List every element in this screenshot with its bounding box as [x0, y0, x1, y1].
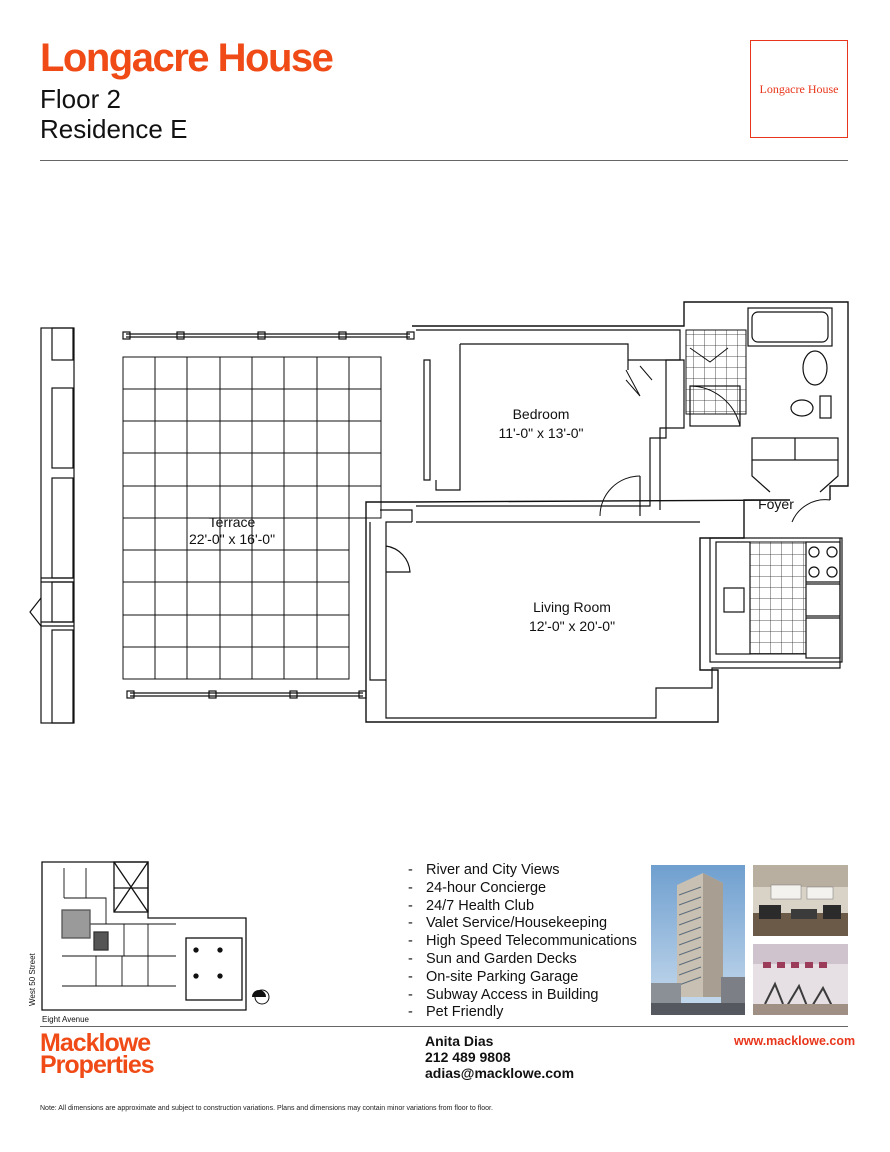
company-logo: Macklowe Properties: [40, 1029, 154, 1079]
contact-block: [425, 1033, 574, 1081]
bedroom-dims: 11'-0" x 13'-0": [498, 425, 584, 441]
amenities-list: [408, 862, 637, 1022]
amenity-item: - Sun and Garden Decks: [408, 950, 577, 967]
foyer-label: Foyer: [758, 496, 794, 512]
living-room-name: Living Room: [533, 599, 611, 615]
amenity-item: - Pet Friendly: [408, 1004, 504, 1021]
amenity-item: - High Speed Telecommunications: [408, 933, 637, 950]
terrace-name: Terrace: [208, 514, 256, 530]
terrace-railing-top: [123, 332, 414, 339]
amenity-item: - 24/7 Health Club: [408, 897, 535, 914]
amenity-item: - River and City Views: [408, 862, 560, 878]
contact-name: Anita Dias: [425, 1033, 494, 1049]
floor-plan: [0, 290, 890, 740]
bedroom-name: Bedroom: [512, 406, 570, 422]
website-link[interactable]: www.macklowe.com: [734, 1034, 856, 1048]
avenue-label: Eight Avenue: [42, 1015, 90, 1024]
building-logo: [750, 40, 848, 138]
amenity-item: - 24-hour Concierge: [408, 879, 547, 896]
terrace-railing-bottom: [127, 691, 366, 698]
disclaimer-note: Note: All dimensions are approximate and subject to construction variations. Plans and dimensions may contain minor variations from floor to floor.: [40, 1105, 493, 1112]
facade-strip: [30, 328, 74, 723]
footer-divider: [40, 1026, 848, 1027]
amenity-item: - Valet Service/Housekeeping: [408, 915, 608, 932]
street-label: West 50 Street: [28, 953, 37, 1006]
contact-email[interactable]: adias@macklowe.com: [425, 1065, 575, 1081]
floor-label: Floor 2: [40, 84, 121, 114]
building-title: Longacre House: [40, 36, 333, 80]
header-divider: [40, 160, 848, 161]
residence-label: Residence E: [40, 114, 188, 144]
key-plan: [28, 858, 266, 1028]
health-club-photo: [753, 944, 848, 1015]
unit-outer-wall: [366, 302, 848, 722]
terrace-dims: 22'-0" x 16'-0": [188, 531, 276, 547]
amenity-item: - On-site Parking Garage: [408, 968, 579, 985]
contact-phone[interactable]: 212 489 9808: [425, 1049, 511, 1065]
logo-text: Longacre House: [759, 81, 839, 96]
building-exterior-photo: [651, 865, 745, 1015]
living-room-dims: 12'-0" x 20'-0": [528, 618, 616, 634]
amenity-item: - Subway Access in Building: [408, 986, 599, 1003]
lobby-photo: [753, 865, 848, 936]
